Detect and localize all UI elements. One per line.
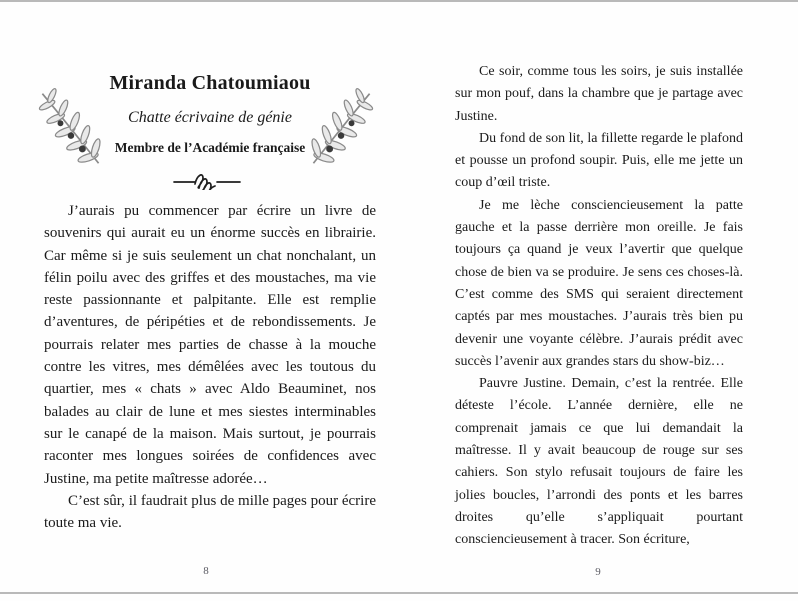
page-number-left: 8 bbox=[203, 565, 209, 577]
left-page-text bbox=[44, 200, 376, 534]
paragraph: J’aurais pu commencer par écrire un livre de souvenirs qui aurait eu un énorme succès en librairie. Car même si je suis seulement un chat nonchalant, un félin poilu avec des griffes et des moustaches, ma vie reste passionnante et palpitante. Elle est remplie d’aventures, de péripéties et de rebondissements. Je pourrais relater mes parties de chasse à la mouche contre les vitres, mes démêlées avec les toutous du quartier, mes « chats » avec Aldo Beauminet, nos balades au clair de lune et mes siestes interminables sur le canapé de la maison. Mais surtout, je pourrais raconter mes longues soirées de confidences avec Justine, ma petite maîtresse adorée… bbox=[44, 203, 376, 487]
paragraph: Je me lèche consciencieusement la patte gauche et la passe derrière mon oreille. Je fais toujours ça quand je veux l’avertir que quelque chose de bien va se produire. Je sens ces choses-là. C’est comme des SMS qui seraient directement captés par mes moustaches. J’aurais très bien pu devenir une voyante célèbre. J’aurais prédit avec succès l’avenir aux grandes stars du show-biz… bbox=[455, 197, 743, 369]
paragraph: Ce soir, comme tous les soirs, je suis installée sur mon pouf, dans la chambre que je partage avec Justine. bbox=[455, 64, 743, 124]
olive-branch-icon bbox=[307, 88, 377, 168]
page-number-right: 9 bbox=[595, 566, 601, 578]
right-page bbox=[399, 0, 798, 601]
author-role: Chatte écrivaine de génie bbox=[128, 109, 292, 126]
bottom-edge-line bbox=[0, 592, 798, 594]
paragraph: Pauvre Justine. Demain, c’est la rentrée. Elle déteste l’école. L’année dernière, elle ne comprenait jamais ce que lui demandait la maîtresse. Il y avait beaucoup de rouge sur ses cahiers. Son stylo refusait toujours de faire les jolies boucles, l’arrondi des ponts et les barres droites qu’elle s’appliquait pourtant consciencieusement à tracer. Son écriture, bbox=[455, 376, 743, 548]
right-page-text bbox=[455, 61, 743, 552]
paragraph: C’est sûr, il faudrait plus de mille pages pour écrire toute ma vie. bbox=[44, 492, 376, 532]
author-name: Miranda Chatoumiaou bbox=[109, 72, 311, 94]
paragraph: Du fond de son lit, la fillette regarde le plafond et pousse un profond soupir. Puis, elle me jette un coup d’œil triste. bbox=[455, 130, 743, 191]
scribble-divider-icon bbox=[172, 172, 242, 190]
author-membership: Membre de l’Académie française bbox=[114, 140, 306, 155]
